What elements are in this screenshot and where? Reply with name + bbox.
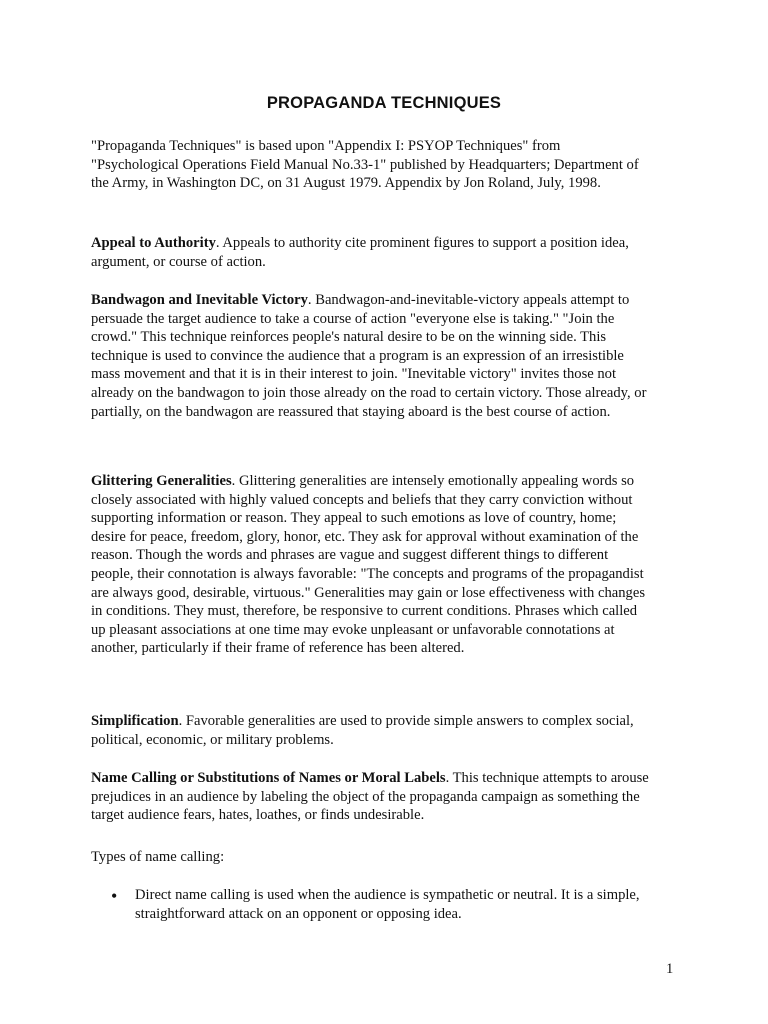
section-simplification [91, 712, 651, 749]
document-title: PROPAGANDA TECHNIQUES [266, 94, 502, 112]
types-heading: Types of name calling: [91, 849, 225, 865]
section-text: . This technique attempts to arouse prejudices in an audience by labeling the object of the propaganda campaign as something the target audience fears, hates, loathes, or finds undesirable. [91, 770, 649, 824]
section-term: Glittering Generalities [91, 473, 232, 489]
name-calling-list [91, 886, 651, 923]
section-text: . Appeals to authority cite prominent figures to support a position idea, argument, or course of action. [91, 235, 629, 270]
section-appeal-to-authority [91, 234, 651, 271]
section-bandwagon [91, 291, 651, 421]
section-text: . Favorable generalities are used to provide simple answers to complex social, political, economic, or military problems. [91, 713, 634, 748]
section-term: Simplification [91, 713, 179, 729]
section-term: Appeal to Authority [91, 235, 216, 251]
section-text: . Bandwagon-and-inevitable-victory appeals attempt to persuade the target audience to take a course of action "everyone else is taking." "Join the crowd." This technique reinforces people's natural desire to be on the winning side. This technique is used to convince the audience that a program is an expression of an irresistible mass movement and that it is in their interest to join. "Inevitable victory" invites those not already on the bandwagon to join those already on the road to certain victory. Those already, or partially, on the bandwagon are reassured that staying aboard is the best course of action. [91, 292, 647, 420]
list-item-text: Direct name calling is used when the audience is sympathetic or neutral. It is a simple, straightforward attack on an opponent or opposing idea. [135, 887, 640, 922]
page-number: 1 [666, 961, 674, 977]
section-name-calling [91, 769, 651, 825]
section-text: . Glittering generalities are intensely emotionally appealing words so closely associated with highly valued concepts and beliefs that they carry conviction without supporting information or reason. They appeal to such emotions as love of country, home; desire for peace, freedom, glory, honor, etc. They ask for approval without examination of the reason. Though the words and phrases are vague and suggest different things to different people, their connotation is always favorable: "The concepts and programs of the propagandist are always good, desirable, virtuous." Generalities may gain or lose effectiveness with changes in conditions. They must, therefore, be responsive to current conditions. Phrases which called up pleasant associations at one time may evoke unpleasant or unfavorable connotations at another, particularly if their frame of reference has been altered. [91, 473, 645, 657]
section-glittering-generalities [91, 472, 651, 658]
section-term: Name Calling or Substitutions of Names or Moral Labels [91, 770, 446, 786]
intro-paragraph: "Propaganda Techniques" is based upon "Appendix I: PSYOP Techniques" from "Psychological Operations Field Manual No.33-1" published by Headquarters; Department of the Army, in Washington DC, on 31 August 1979. Appendix by Jon Roland, July, 1998. [91, 138, 639, 192]
section-term: Bandwagon and Inevitable Victory [91, 292, 308, 308]
list-item [91, 886, 651, 923]
bullet-icon: • [111, 886, 118, 906]
